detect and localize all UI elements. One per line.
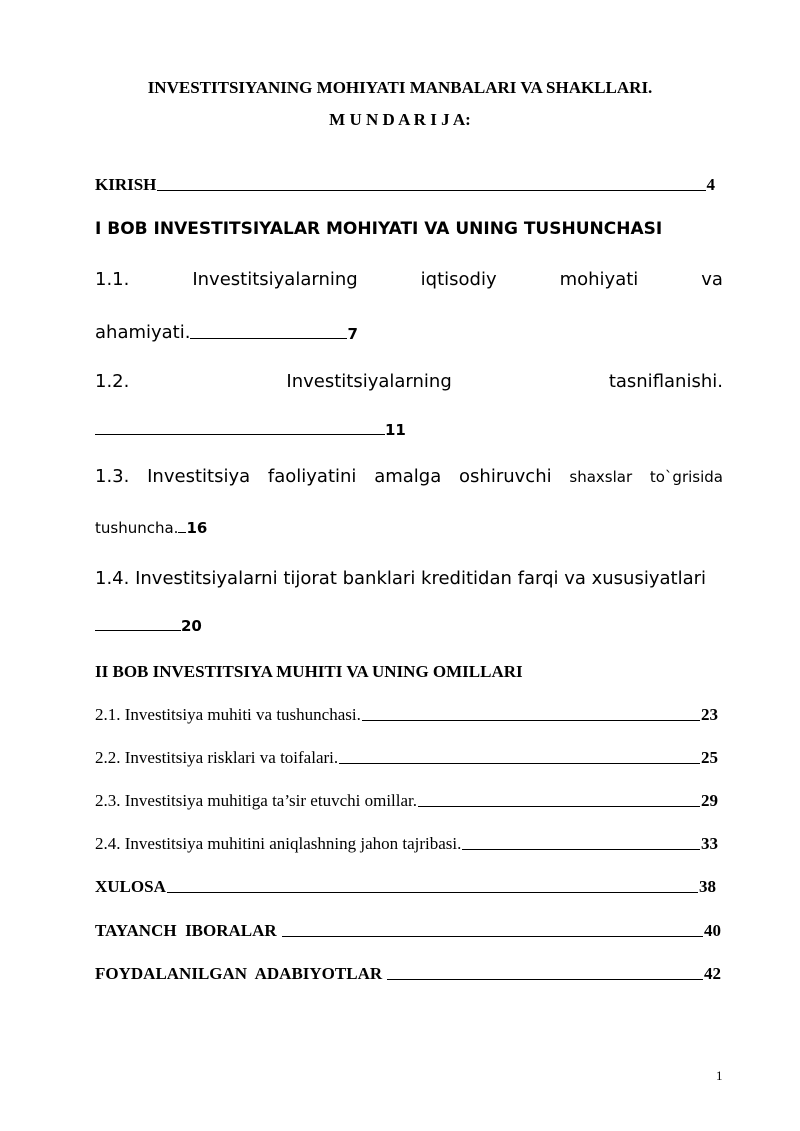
toc-entry-page: 40	[704, 921, 721, 940]
word: mohiyati	[559, 269, 639, 290]
toc-entry-page: 4	[706, 175, 715, 194]
leader-line	[462, 848, 700, 850]
toc-entry-xulosa[interactable]	[95, 877, 716, 897]
word: 1.1.	[95, 269, 130, 290]
toc-entry-label: ahamiyati.	[95, 322, 191, 343]
toc-entry-1-3-tail[interactable]	[95, 519, 207, 537]
toc-entry-2-2[interactable]	[95, 748, 718, 768]
toc-entry-label: KIRISH	[95, 175, 157, 194]
toc-entry-page: 33	[701, 834, 718, 853]
toc-entry-page: 29	[701, 791, 718, 810]
toc-entry-page: 38	[699, 877, 716, 896]
word: va	[701, 269, 723, 290]
leader-line	[282, 935, 703, 937]
toc-entry-foydalanilgan-adabiyotlar[interactable]	[95, 964, 721, 984]
toc-entry-1-4-tail[interactable]	[95, 617, 202, 635]
chapter-1-title: I BOB INVESTITSIYALAR MOHIYATI VA UNING TUSHUNCHASI	[95, 219, 663, 239]
toc-entry-page: 11	[385, 421, 406, 439]
word: tasniflanishi.	[608, 371, 723, 392]
toc-heading: M U N D A R I J A:	[329, 110, 471, 129]
word: Investitsiya	[147, 466, 251, 487]
leader-line	[387, 978, 703, 980]
toc-entry-page: 25	[701, 748, 718, 767]
leader-line	[178, 531, 186, 533]
leader-line	[157, 189, 705, 191]
toc-entry-1-2-tail[interactable]	[95, 421, 406, 439]
word: 1.3.	[95, 466, 130, 487]
leader-line	[418, 805, 700, 807]
toc-entry-1-1[interactable]	[95, 269, 723, 290]
word: shaxslar	[569, 468, 633, 486]
toc-entry-label: tushuncha.	[95, 519, 179, 537]
toc-entry-kirish[interactable]	[95, 175, 715, 195]
toc-entry-label: TAYANCH IBORALAR	[95, 921, 281, 940]
toc-entry-page: 7	[347, 325, 358, 343]
toc-entry-2-3[interactable]	[95, 791, 718, 811]
leader-line	[190, 337, 347, 339]
toc-entry-1-1-tail[interactable]	[95, 322, 358, 343]
document-title: INVESTITSIYANING MOHIYATI MANBALARI VA SHAKLLARI.	[147, 78, 653, 97]
toc-entry-label: 2.2. Investitsiya risklari va toifalari.	[95, 748, 339, 767]
page-number: 1	[716, 1068, 723, 1083]
word: Investitsiyalarning	[286, 371, 452, 392]
leader-line	[95, 629, 181, 631]
word: iqtisodiy	[420, 269, 497, 290]
toc-entry-page: 23	[701, 705, 718, 724]
toc-entry-label: 2.4. Investitsiya muhitini aniqlashning jahon tajribasi.	[95, 834, 462, 853]
toc-entry-label: FOYDALANILGAN ADABIYOTLAR	[95, 964, 387, 983]
toc-entry-2-1[interactable]	[95, 705, 718, 725]
toc-entry-page: 16	[186, 519, 208, 537]
leader-line	[95, 433, 385, 435]
leader-line	[339, 762, 700, 764]
word: amalga	[374, 466, 442, 487]
word: oshiruvchi	[459, 466, 552, 487]
toc-entry-page: 42	[704, 964, 721, 983]
toc-entry-label: 2.1. Investitsiya muhiti va tushunchasi.	[95, 705, 361, 724]
toc-entry-label: 2.3. Investitsiya muhitiga ta’sir etuvchi omillar.	[95, 791, 418, 810]
chapter-2-title: II BOB INVESTITSIYA MUHITI VA UNING OMILLARI	[95, 662, 523, 681]
word: to`grisida	[649, 468, 723, 486]
toc-entry-tayanch-iboralar[interactable]	[95, 921, 721, 941]
toc-entry-label: XULOSA	[95, 877, 166, 896]
word: Investitsiyalarning	[192, 269, 358, 290]
word: 1.2.	[95, 371, 130, 392]
toc-entry-1-2[interactable]	[95, 371, 723, 392]
leader-line	[362, 719, 700, 721]
leader-line	[167, 891, 698, 893]
word: faoliyatini	[267, 466, 357, 487]
toc-entry-1-3[interactable]	[95, 466, 723, 487]
toc-entry-2-4[interactable]	[95, 834, 718, 854]
toc-entry-1-4[interactable]: 1.4. Investitsiyalarni tijorat banklari kreditidan farqi va xususiyatlari	[95, 568, 707, 589]
toc-entry-page: 20	[181, 617, 202, 635]
